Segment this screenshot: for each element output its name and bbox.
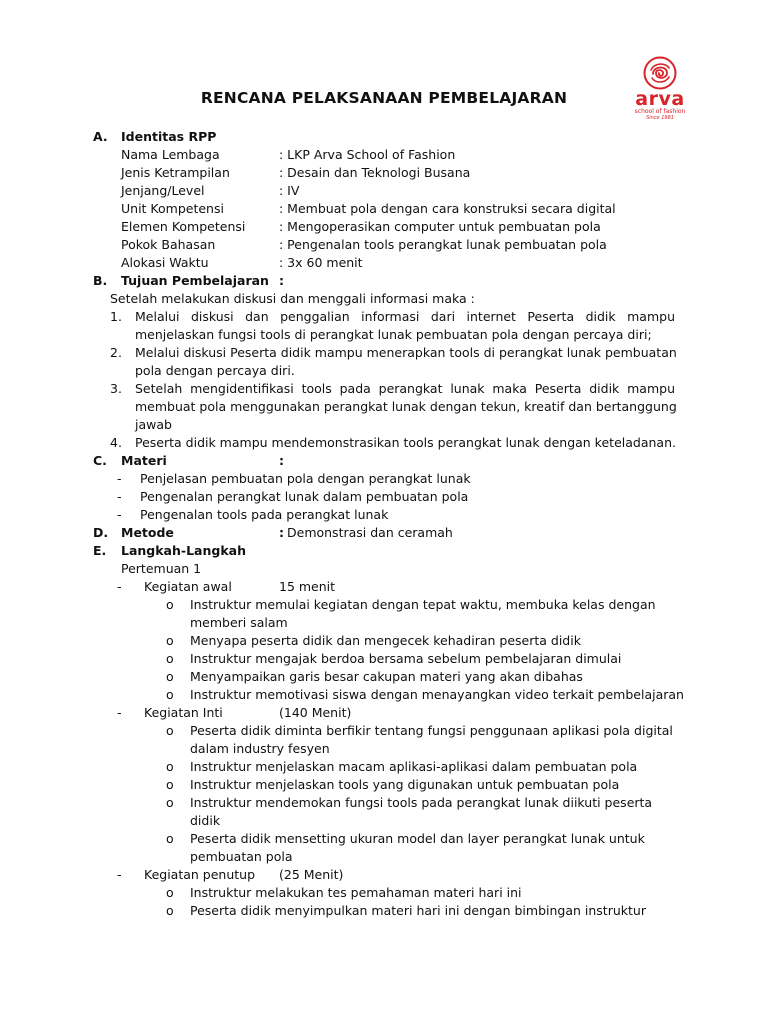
circle-bullet: o (166, 723, 174, 738)
identity-value: : Membuat pola dengan cara konstruksi secara digital (279, 201, 616, 216)
step-line: Instruktur menjelaskan tools yang digunakan untuk pembuatan pola (190, 777, 620, 792)
identity-value: : IV (279, 183, 300, 198)
meeting-label: Pertemuan 1 (121, 561, 202, 576)
circle-bullet: o (166, 687, 174, 702)
identity-label: Elemen Kompetensi (121, 219, 246, 234)
section-b-letter: B. (93, 273, 108, 288)
page-title: RENCANA PELAKSANAAN PEMBELAJARAN (200, 89, 568, 107)
material-item: Penjelasan pembuatan pola dengan perangkat lunak (140, 471, 471, 486)
step-line: didik (190, 813, 221, 828)
objective-number: 1. (110, 309, 122, 324)
step-line: Instruktur melakukan tes pemahaman materi hari ini (190, 885, 522, 900)
objective-number: 4. (110, 435, 122, 450)
section-a-letter: A. (93, 129, 108, 144)
circle-bullet: o (166, 669, 174, 684)
dash-bullet: - (117, 489, 122, 504)
activity-duration: (25 Menit) (279, 867, 344, 882)
identity-label: Pokok Bahasan (121, 237, 216, 252)
logo-tagline: school of fashion (634, 108, 686, 115)
section-c-letter: C. (93, 453, 107, 468)
section-a-heading: Identitas RPP (121, 129, 217, 144)
section-d-letter: D. (93, 525, 109, 540)
objective-line: Melalui diskusi dan penggalian informasi dari internet Peserta didik mampu (135, 309, 675, 324)
section-b-colon: : (279, 273, 284, 288)
step-line: Menyapa peserta didik dan mengecek kehadiran peserta didik (190, 633, 581, 648)
logo-wordmark: arva (635, 88, 685, 110)
step-line: Instruktur menjelaskan macam aplikasi-aplikasi dalam pembuatan pola (190, 759, 638, 774)
identity-value: : Desain dan Teknologi Busana (279, 165, 471, 180)
objective-line: Melalui diskusi Peserta didik mampu menerapkan tools di perangkat lunak pembuatan (135, 345, 677, 360)
step-line: Instruktur memotivasi siswa dengan menayangkan video terkait pembelajaran (190, 687, 684, 702)
step-line: pembuatan pola (190, 849, 293, 864)
section-c-heading: Materi (121, 453, 167, 468)
logo-since: Since 1981 (646, 115, 674, 121)
step-line: Instruktur mendemokan fungsi tools pada perangkat lunak diikuti peserta (190, 795, 653, 810)
activity-duration: 15 menit (279, 579, 336, 594)
dash-bullet: - (117, 471, 122, 486)
objective-line: pola dengan percaya diri. (135, 363, 295, 378)
material-item: Pengenalan perangkat lunak dalam pembuatan pola (140, 489, 469, 504)
circle-bullet: o (166, 903, 174, 918)
activity-name: Kegiatan penutup (144, 867, 256, 882)
objective-line: Setelah mengidentifikasi tools pada perangkat lunak maka Peserta didik mampu (135, 381, 675, 396)
identity-value: : Pengenalan tools perangkat lunak pembuatan pola (279, 237, 607, 252)
section-e-heading: Langkah-Langkah (121, 543, 246, 558)
method-value: Demonstrasi dan ceramah (287, 525, 453, 540)
circle-bullet: o (166, 795, 174, 810)
step-line: Menyampaikan garis besar cakupan materi yang akan dibahas (190, 669, 583, 684)
objective-line: membuat pola menggunakan perangkat lunak dengan tekun, kreatif dan bertanggung (135, 399, 677, 414)
dash-bullet: - (117, 867, 122, 882)
dash-bullet: - (117, 705, 122, 720)
activity-name: Kegiatan awal (144, 579, 232, 594)
dash-bullet: - (117, 579, 122, 594)
identity-label: Jenjang/Level (121, 183, 205, 198)
section-d-colon: : (279, 525, 284, 540)
circle-bullet: o (166, 885, 174, 900)
section-d-heading: Metode (121, 525, 174, 540)
circle-bullet: o (166, 831, 174, 846)
circle-bullet: o (166, 597, 174, 612)
objective-number: 3. (110, 381, 122, 396)
objective-number: 2. (110, 345, 122, 360)
identity-value: : LKP Arva School of Fashion (279, 147, 456, 162)
objective-line: jawab (135, 417, 172, 432)
identity-label: Jenis Ketrampilan (121, 165, 230, 180)
objectives-intro: Setelah melakukan diskusi dan menggali informasi maka : (110, 291, 475, 306)
section-b-heading: Tujuan Pembelajaran (121, 273, 269, 288)
circle-bullet: o (166, 633, 174, 648)
activity-duration: (140 Menit) (279, 705, 352, 720)
objective-line: menjelaskan fungsi tools di perangkat lunak pembuatan pola dengan percaya diri; (135, 327, 652, 342)
step-line: memberi salam (190, 615, 288, 630)
identity-label: Alokasi Waktu (121, 255, 209, 270)
step-line: Instruktur memulai kegiatan dengan tepat waktu, membuka kelas dengan (190, 597, 656, 612)
material-item: Pengenalan tools pada perangkat lunak (140, 507, 389, 522)
dash-bullet: - (117, 507, 122, 522)
identity-label: Nama Lembaga (121, 147, 220, 162)
circle-bullet: o (166, 651, 174, 666)
activity-name: Kegiatan Inti (144, 705, 223, 720)
identity-value: : 3x 60 menit (279, 255, 363, 270)
circle-bullet: o (166, 777, 174, 792)
step-line: Instruktur mengajak berdoa bersama sebelum pembelajaran dimulai (190, 651, 622, 666)
step-line: Peserta didik mensetting ukuran model dan layer perangkat lunak untuk (190, 831, 645, 846)
step-line: Peserta didik diminta berfikir tentang fungsi penggunaan aplikasi pola digital (190, 723, 673, 738)
step-line: Peserta didik menyimpulkan materi hari ini dengan bimbingan instruktur (190, 903, 646, 918)
circle-bullet: o (166, 759, 174, 774)
identity-label: Unit Kompetensi (121, 201, 224, 216)
section-e-letter: E. (93, 543, 107, 558)
objective-line: Peserta didik mampu mendemonstrasikan tools perangkat lunak dengan keteladanan. (135, 435, 676, 450)
identity-value: : Mengoperasikan computer untuk pembuatan pola (279, 219, 601, 234)
step-line: dalam industry fesyen (190, 741, 330, 756)
rose-logo-icon (643, 56, 677, 90)
section-c-colon: : (279, 453, 284, 468)
